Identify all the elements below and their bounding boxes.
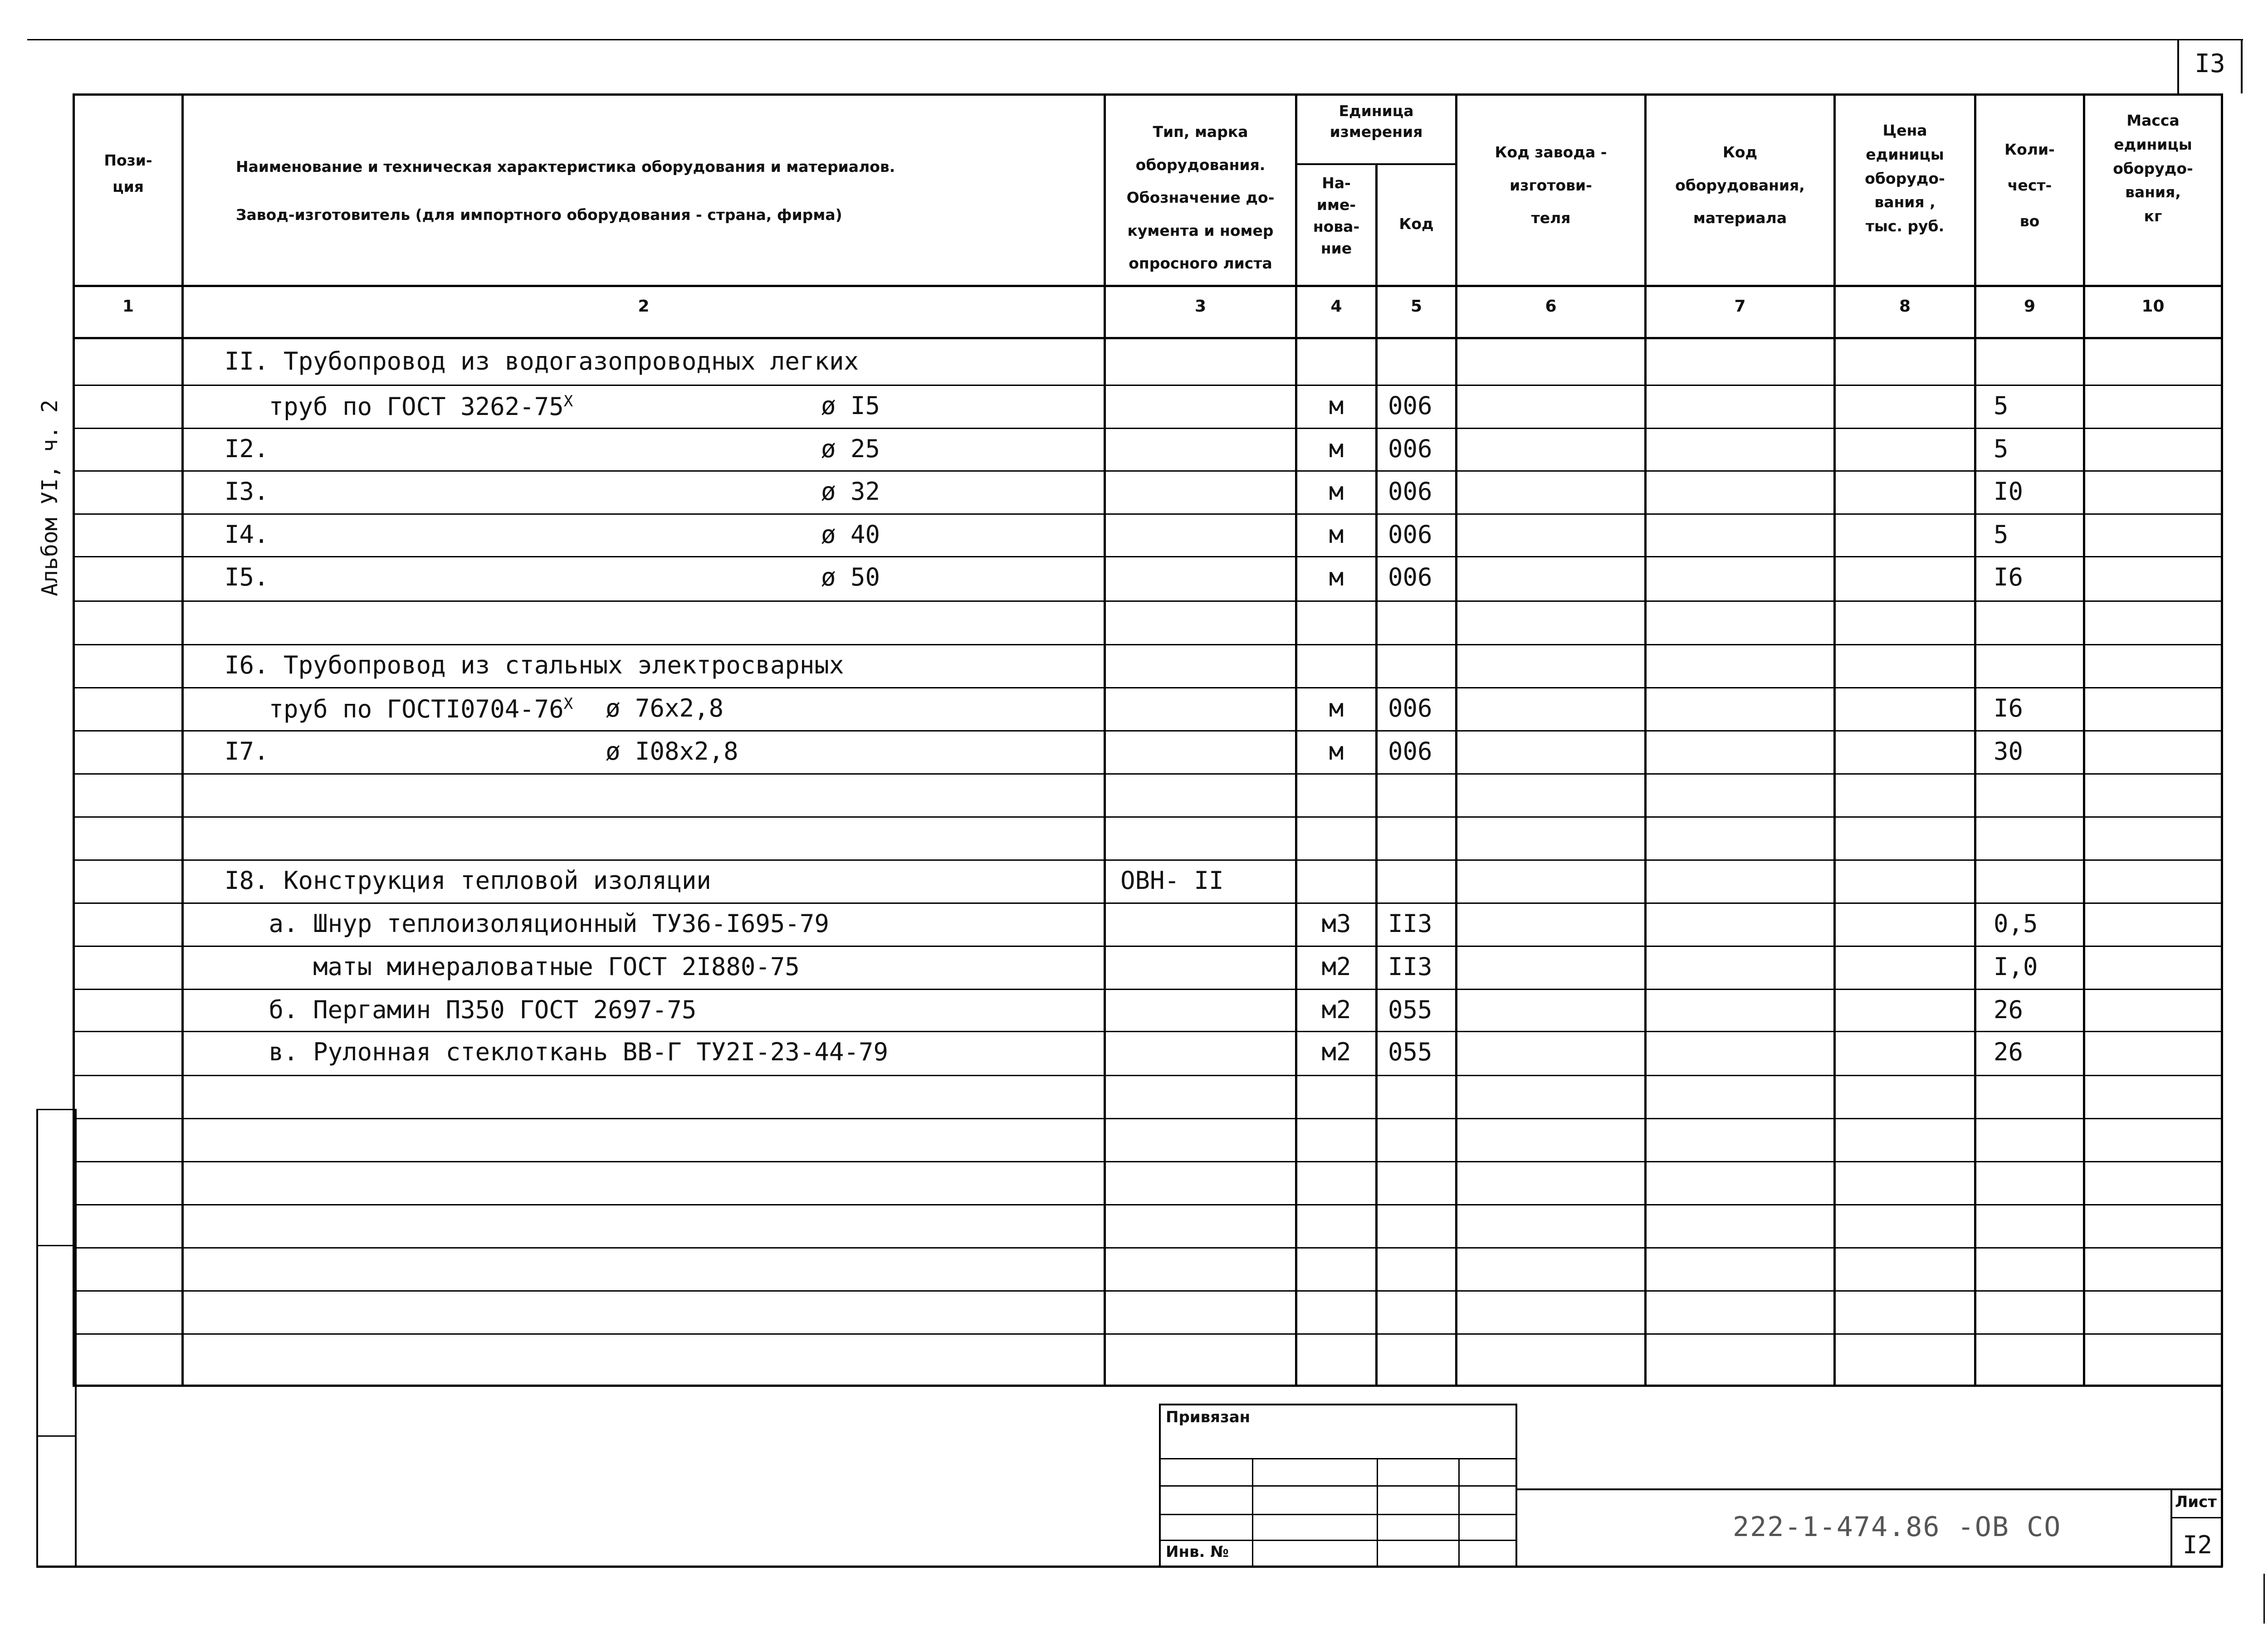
col-div-4	[1375, 163, 1378, 1386]
row-diameter: ø 25	[821, 434, 880, 463]
col-div-9	[2083, 93, 2085, 1386]
row-name: I2.	[225, 434, 269, 463]
row-divider	[75, 385, 2221, 386]
row-diameter: ø 76x2,8	[606, 694, 724, 722]
margin-strip-top	[36, 1109, 76, 1110]
row-unit: м	[1329, 737, 1344, 766]
row-diameter: ø 40	[821, 520, 880, 549]
document-code: 222-1-474.86 -ОВ СО	[1733, 1511, 2062, 1543]
row-quantity: I0	[1994, 477, 2024, 506]
col-number-8: 8	[1899, 297, 1911, 316]
col-div-7	[1833, 93, 1836, 1386]
stamp-row2	[1159, 1485, 1517, 1487]
row-divider	[75, 773, 2221, 775]
sheet-number: I2	[2182, 1531, 2213, 1559]
row-divider	[75, 644, 2221, 645]
row-divider	[75, 1075, 2221, 1076]
edge-mark-right	[2263, 1574, 2265, 1624]
sheet-block-top	[1515, 1488, 2223, 1490]
row-unit: м2	[1321, 995, 1351, 1024]
stamp-row3	[1159, 1514, 1517, 1515]
row-name-superscript: X	[563, 695, 573, 713]
header-unit-name: На- име- нова- ние	[1313, 174, 1360, 257]
col-div-2	[1104, 93, 1106, 1386]
row-name: труб по $ГОСТI0704-76^X$	[225, 695, 573, 723]
row-unit: м	[1329, 563, 1344, 591]
col-number-4: 4	[1330, 297, 1342, 316]
row-name: маты минераловатные ГОСТ 2I880-75	[225, 952, 800, 981]
row-quantity: 5	[1994, 391, 2009, 420]
row-quantity: 5	[1994, 434, 2009, 463]
col-number-10: 10	[2141, 297, 2165, 316]
frame-bottom	[36, 1566, 2223, 1568]
row-divider	[75, 513, 2221, 515]
row-name: в. Рулонная стеклоткань ВВ-Г ТУ2I-23-44-79	[225, 1038, 888, 1066]
row-name: II. Трубопровод из водогазопроводных легких	[225, 347, 859, 376]
row-unit-code: II3	[1388, 952, 1432, 981]
unit-header-split	[1295, 163, 1456, 165]
margin-strip-right	[75, 1109, 77, 1567]
row-name: а. Шнур теплоизоляционный ТУ36-I695-79	[225, 909, 829, 938]
stamp-row1	[1159, 1458, 1517, 1459]
row-unit-code: 055	[1388, 995, 1432, 1024]
table-right	[2221, 93, 2223, 1567]
row-quantity: 26	[1994, 1038, 2024, 1066]
row-divider	[75, 687, 2221, 688]
row-unit-code: 006	[1388, 434, 1432, 463]
body-bottom	[73, 1385, 2223, 1387]
col-number-5: 5	[1410, 297, 1422, 316]
row-unit-code: 055	[1388, 1038, 1432, 1066]
stamp-inv-label: Инв. №	[1166, 1543, 1229, 1561]
row-diameter: ø 32	[821, 477, 880, 506]
col-div-5	[1455, 93, 1457, 1386]
row-divider	[75, 1247, 2221, 1249]
row-divider	[75, 1161, 2221, 1162]
stamp-col2	[1377, 1458, 1378, 1567]
row-divider	[75, 1031, 2221, 1032]
row-unit-code: 006	[1388, 694, 1432, 722]
col-div-1	[181, 93, 184, 1386]
row-divider	[75, 902, 2221, 904]
row-divider	[75, 946, 2221, 947]
stamp-col1	[1252, 1458, 1253, 1567]
row-quantity: I6	[1994, 563, 2024, 591]
header-name: Наименование и техническая характеристика оборудования и материалов. Завод-изготовитель (для импортного оборудования - страна, фирма)	[236, 158, 895, 224]
row-divider	[75, 859, 2221, 861]
stamp-top	[1159, 1404, 1517, 1405]
row-divider	[75, 989, 2221, 990]
row-quantity: 30	[1994, 737, 2024, 766]
header-mass: Масса единицы оборудо- вания, кг	[2113, 112, 2193, 225]
col-number-1: 1	[122, 297, 134, 316]
row-unit: м	[1329, 391, 1344, 420]
row-divider	[75, 1204, 2221, 1205]
row-unit: м	[1329, 434, 1344, 463]
col-number-3: 3	[1194, 297, 1207, 316]
colnum-bottom	[73, 337, 2223, 339]
header-type: Тип, марка оборудования. Обозначение до- кумента и номер опросного листа	[1126, 123, 1275, 273]
row-divider	[75, 556, 2221, 557]
page-number-top: I3	[2195, 49, 2225, 78]
row-name: I7.	[225, 737, 269, 766]
col-number-7: 7	[1734, 297, 1746, 316]
row-type: ОВН- II	[1120, 866, 1224, 895]
col-number-2: 2	[638, 297, 650, 316]
col-number-9: 9	[2024, 297, 2036, 316]
row-unit-code: 006	[1388, 563, 1432, 591]
row-name: труб по ГОСТ $3262-75^X$	[225, 392, 573, 421]
margin-strip-left	[36, 1109, 38, 1567]
stamp-row4	[1159, 1540, 1517, 1541]
header-quantity: Коли- чест- во	[2004, 141, 2055, 230]
row-diameter: ø I5	[821, 391, 880, 420]
row-divider	[75, 816, 2221, 818]
row-quantity: 0,5	[1994, 909, 2038, 938]
row-diameter: ø I08x2,8	[606, 737, 738, 766]
col-div-8	[1974, 93, 1976, 1386]
sheet-box-mid	[2170, 1517, 2223, 1518]
row-name: I3.	[225, 477, 269, 506]
row-diameter: ø 50	[821, 563, 880, 591]
sheet-label: Лист	[2175, 1493, 2217, 1511]
row-unit: м	[1329, 520, 1344, 549]
row-divider	[75, 730, 2221, 732]
row-quantity: I,0	[1994, 952, 2038, 981]
row-divider	[75, 600, 2221, 602]
row-name: I5.	[225, 563, 269, 591]
row-unit-code: 006	[1388, 477, 1432, 506]
row-name: I8. Конструкция тепловой изоляции	[225, 866, 711, 895]
row-unit: м3	[1321, 909, 1351, 938]
margin-label: Альбом УI, ч. 2	[37, 400, 63, 596]
header-bottom	[73, 285, 2223, 287]
row-unit: м	[1329, 694, 1344, 722]
row-unit-code: 006	[1388, 520, 1432, 549]
row-divider	[75, 1290, 2221, 1292]
header-equipment-code: Код оборудования, материала	[1675, 143, 1805, 227]
header-position: Пози- ция	[104, 151, 152, 195]
row-quantity: I6	[1994, 694, 2024, 722]
stamp-bound-label: Привязан	[1166, 1408, 1251, 1426]
header-factory-code: Код завода - изготови- теля	[1495, 143, 1607, 227]
row-unit: м2	[1321, 952, 1351, 981]
row-name: б. Пергамин П350 ГОСТ 2697-75	[225, 995, 697, 1024]
header-unit: Единица измерения	[1330, 102, 1423, 141]
table-top	[73, 93, 2223, 96]
row-divider	[75, 1118, 2221, 1119]
row-name: I4.	[225, 520, 269, 549]
row-quantity: 26	[1994, 995, 2024, 1024]
row-divider	[75, 1333, 2221, 1335]
row-unit-code: 006	[1388, 737, 1432, 766]
row-name-superscript: X	[563, 392, 573, 410]
margin-strip-mid2	[36, 1435, 76, 1437]
margin-strip-mid1	[36, 1245, 76, 1246]
header-unit-code: Код	[1399, 215, 1434, 233]
row-divider	[75, 470, 2221, 472]
row-unit-code: II3	[1388, 909, 1432, 938]
col-number-6: 6	[1545, 297, 1557, 316]
top-border	[27, 39, 2243, 40]
row-quantity: 5	[1994, 520, 2009, 549]
row-unit: м2	[1321, 1038, 1351, 1066]
stamp-col3	[1458, 1458, 1460, 1567]
row-unit-code: 006	[1388, 391, 1432, 420]
col-div-6	[1644, 93, 1647, 1386]
row-name: I6. Трубопровод из стальных электросварных	[225, 651, 844, 679]
row-unit: м	[1329, 477, 1344, 506]
row-divider	[75, 428, 2221, 429]
header-price: Цена единицы оборудо- вания , тыс. руб.	[1865, 122, 1945, 235]
